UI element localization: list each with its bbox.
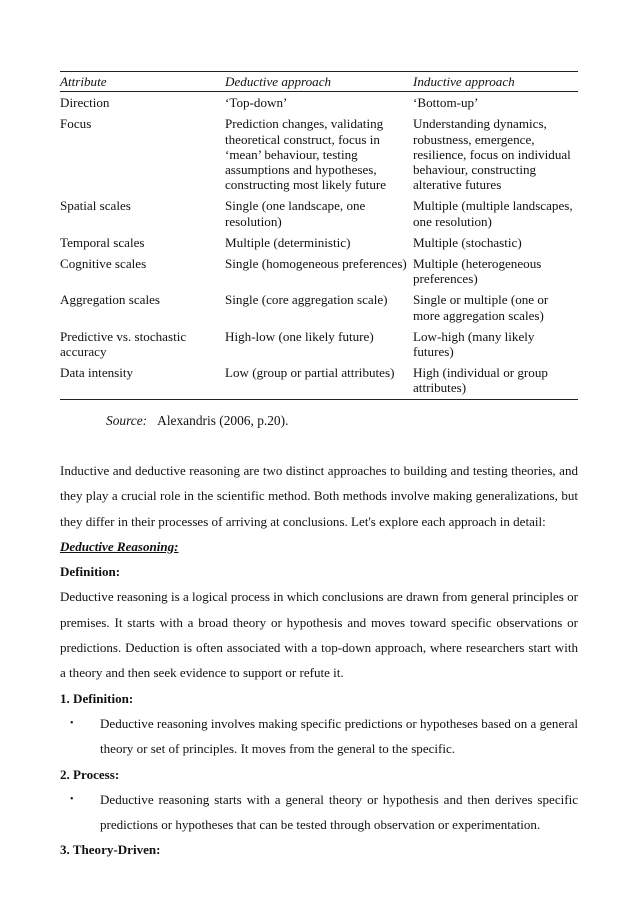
- table-cell: High-low (one likely future): [225, 328, 374, 344]
- list-item-text: Deductive reasoning involves making specific predictions or hypotheses based on a general theory or set of principles. It moves from the general to the specific.: [100, 715, 578, 757]
- header-attribute: Attribute: [60, 74, 107, 89]
- table-cell: High (individual or group attributes): [413, 365, 548, 396]
- source-citation: Alexandris (2006, p.20).: [157, 413, 289, 428]
- table-row: [60, 323, 578, 359]
- table-source: [106, 413, 288, 429]
- table-cell: Aggregation scales: [60, 292, 160, 308]
- body-text: [60, 458, 578, 863]
- table-cell: Multiple (heterogeneous preferences): [413, 256, 542, 287]
- table-row: [60, 229, 578, 250]
- table-cell: Single (one landscape, one resolution): [225, 198, 366, 229]
- table-body: [60, 92, 578, 398]
- table-cell: Understanding dynamics, robustness, emergence, resilience, focus on individual behaviour, constructing alterative futures: [413, 116, 571, 193]
- table-cell: Multiple (stochastic): [413, 234, 522, 250]
- list-item-text: Deductive reasoning starts with a general theory or hypothesis and then derives specific predictions or hypotheses that can be tested through observation or experimentation.: [100, 791, 578, 833]
- definition-paragraph: Deductive reasoning is a logical process in which conclusions are drawn from general principles or premises. It starts with a broad theory or hypothesis and moves toward specific observations or predictions. Deduction is often associated with a top-down approach, where researchers start with a theory and then seek evidence to support or refute it.: [60, 589, 578, 681]
- table-cell: ‘Top-down’: [225, 95, 288, 111]
- table-cell: Low-high (many likely futures): [413, 328, 535, 360]
- section-title: Deductive Reasoning:: [60, 538, 179, 554]
- table-cell: Prediction changes, validating theoretical construct, focus in ‘mean’ behaviour, testing assumptions and hypotheses, constructing most likely future: [225, 116, 387, 193]
- table-cell: Low (group or partial attributes): [225, 365, 395, 381]
- table-cell: Focus: [60, 116, 92, 132]
- item-title: 2. Process:: [60, 766, 120, 782]
- item-title: 3. Theory-Driven:: [60, 842, 161, 858]
- table-row: [60, 286, 578, 322]
- table-cell: Multiple (multiple landscapes, one resolution): [413, 198, 573, 229]
- table-cell: Single or multiple (one or more aggregation scales): [413, 292, 549, 323]
- table-cell: Single (core aggregation scale): [225, 292, 388, 308]
- table-cell: Data intensity: [60, 365, 134, 381]
- list-item: [60, 787, 578, 838]
- table-cell: Temporal scales: [60, 234, 145, 250]
- definition-title: Definition:: [60, 564, 121, 580]
- table-bottom-rule: [60, 399, 578, 400]
- bullet-icon: •: [70, 793, 74, 805]
- bullet-icon: •: [70, 717, 74, 729]
- table-header-row: [60, 72, 578, 91]
- table-cell: ‘Bottom-up’: [413, 95, 479, 111]
- intro-paragraph: Inductive and deductive reasoning are two distinct approaches to building and testing theories, and they play a crucial role in the scientific method. Both methods involve making generalizations, but they differ in their processes of arriving at conclusions. Let's explore each approach in detail:: [60, 463, 578, 529]
- header-deductive: Deductive approach: [225, 74, 332, 89]
- table-row: [60, 110, 578, 192]
- comparison-table: [60, 71, 578, 400]
- table-cell: Multiple (deterministic): [225, 234, 351, 250]
- list-item: [60, 711, 578, 762]
- table-cell: Spatial scales: [60, 198, 131, 214]
- table-row: [60, 359, 578, 398]
- source-label: Source:: [106, 413, 148, 428]
- table-cell: Single (homogeneous preferences): [225, 256, 407, 272]
- table-row: [60, 192, 578, 228]
- table-row: [60, 250, 578, 286]
- table-cell: Direction: [60, 95, 110, 111]
- table-cell: Cognitive scales: [60, 256, 147, 272]
- table-cell: Predictive vs. stochastic accuracy: [60, 328, 187, 360]
- header-inductive: Inductive approach: [413, 74, 515, 89]
- table-row: [60, 92, 578, 110]
- item-title: 1. Definition:: [60, 690, 134, 706]
